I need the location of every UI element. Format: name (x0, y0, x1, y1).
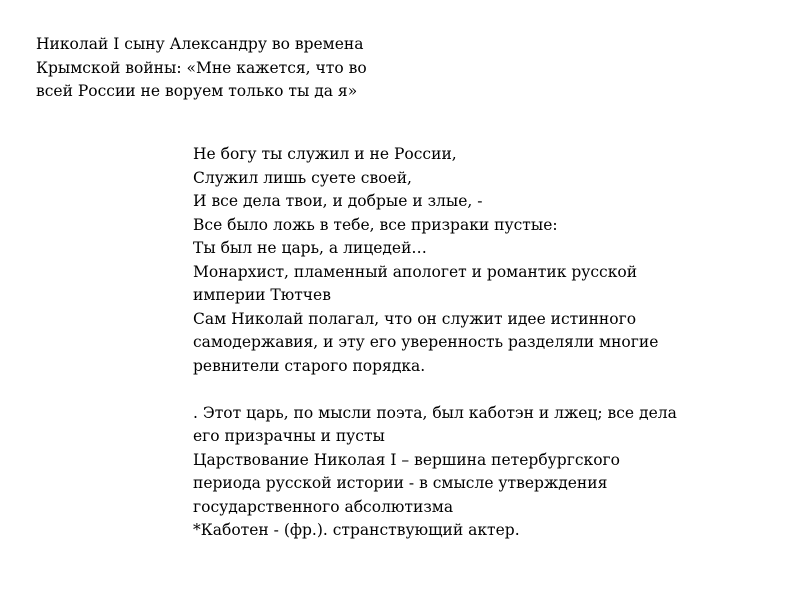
footnote-line: *Каботен - (фр.). странствующий актер. (193, 521, 520, 539)
poem-line: ревнители старого порядка. (193, 356, 426, 375)
commentary-line: государственного абсолютизма (193, 497, 454, 516)
paragraph-spacer (193, 378, 783, 402)
quote-line: Николай I сыну Александру во времена (36, 35, 364, 53)
poem-line: Ты был не царь, а лицедей… (193, 239, 427, 257)
poem-line: И все дела твои, и добрые и злые, - (193, 192, 483, 210)
poem-line: Все было ложь в тебе, все призраки пустые: (193, 215, 558, 234)
poem-line: Сам Николай полагал, что он служит идее истинного (193, 309, 637, 328)
quote-line: всей России не воруем только ты да я» (36, 82, 358, 100)
poem-line: самодержавия, и эту его уверенность разделяли многие (193, 333, 659, 351)
poem-line: империи Тютчев (193, 286, 331, 304)
poem-line: Не богу ты служил и не России, (193, 145, 457, 163)
commentary-line: его призрачны и пусты (193, 427, 385, 445)
nicholas-quote (36, 33, 456, 104)
commentary-line: . Этот царь, по мысли поэта, был каботэн и лжец; все дела (193, 403, 677, 422)
main-text (193, 143, 783, 543)
poem-line: Монархист, пламенный апологет и романтик русской (193, 262, 638, 281)
commentary-line: периода русской истории - в смысле утверждения (193, 474, 608, 492)
poem-line: Служил лишь суете своей, (193, 168, 412, 187)
commentary-line: Царствование Николая I – вершина петербургского (193, 450, 620, 469)
quote-line: Крымской войны: «Мне кажется, что во (36, 58, 367, 77)
